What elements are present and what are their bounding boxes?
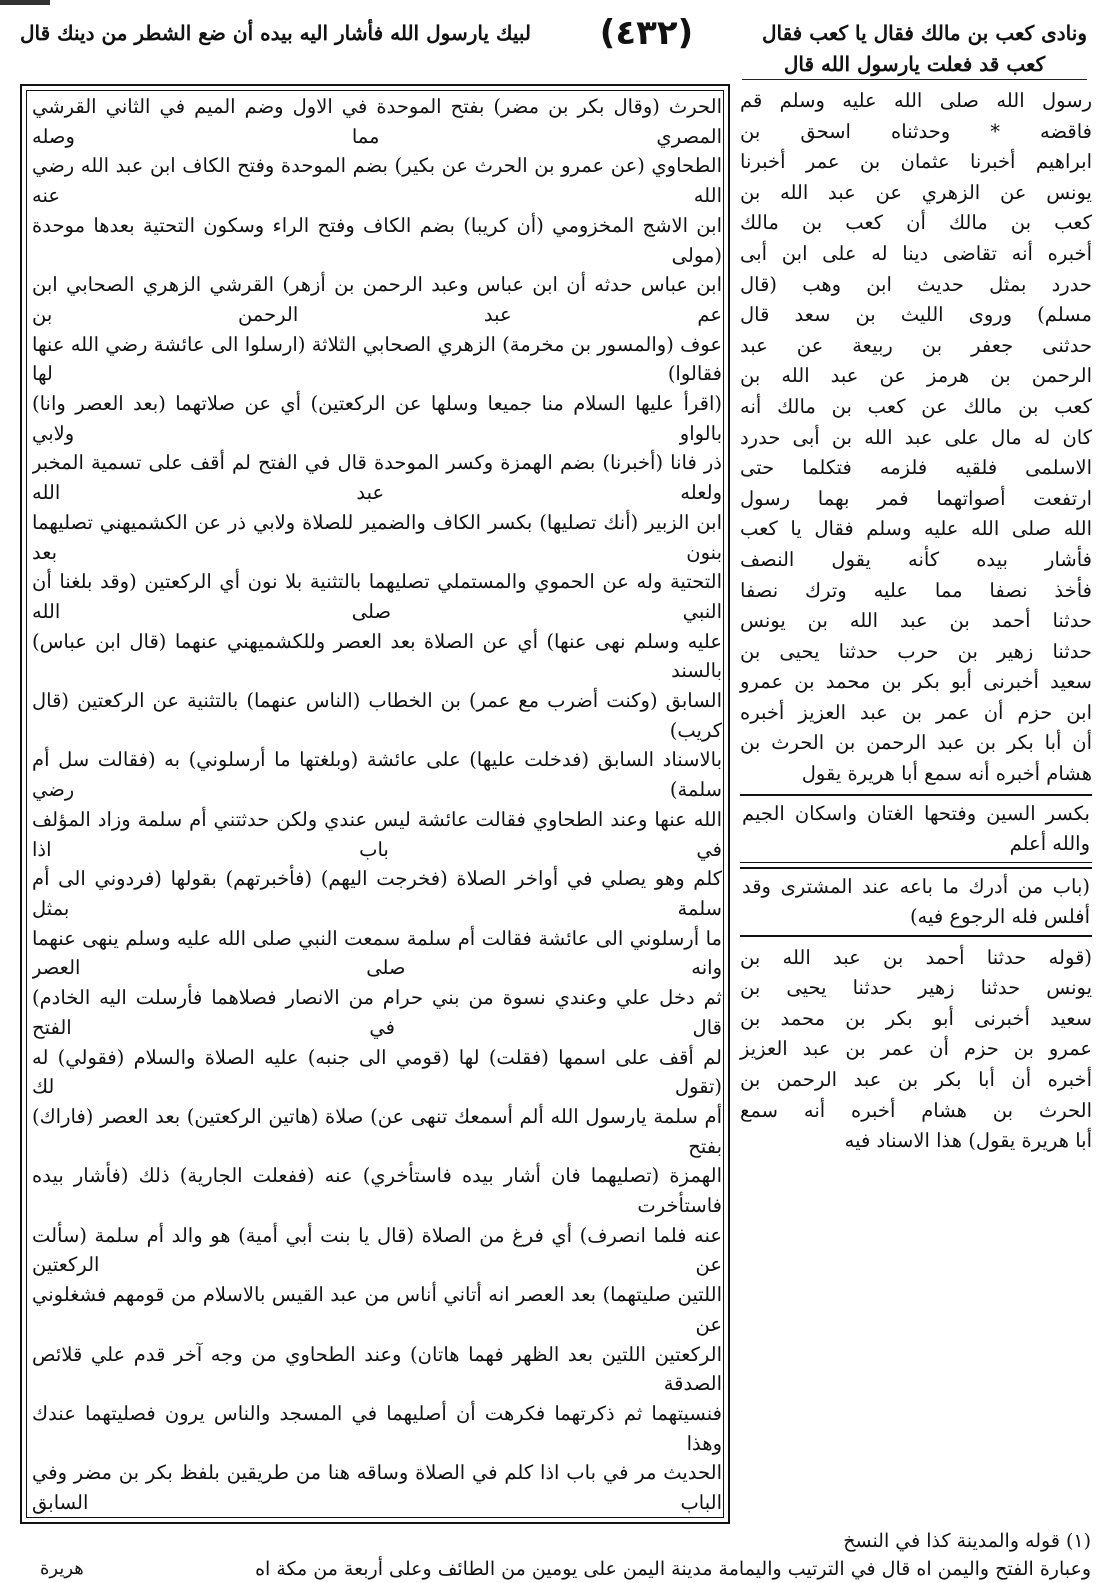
commentary-line: التحتية وله عن الحموي والمستملي تصليهما بالتثنية بلا نون أي الركعتين (وقد بلغنا أن النبي صلى الله xyxy=(32,570,722,623)
hadith-line: حدثنا زهير بن حرب حدثنا يحيى بن xyxy=(740,639,1092,663)
header-right-text: ونادى كعب بن مالك فقال يا كعب فقال xyxy=(761,21,1087,45)
commentary-line: عليه وسلم نهى عنها) أي عن الصلاة بعد العصر وللكشميهني عنهما (قال ابن عباس) بالسند xyxy=(32,629,722,683)
hadith-line: فاقضه * وحدثناه اسحق بن xyxy=(740,119,1092,143)
hadith-commentary-line: (قوله حدثنا أحمد بن عبد الله بن xyxy=(740,945,1092,969)
commentary-line: ابن الزبير (أنك تصليها) بكسر الكاف والضمير للصلاة ولابي ذر عن الكشميهني تصليهما بنون بعد xyxy=(32,510,722,564)
hadith-line: ابراهيم أخبرنا عثمان بن عمر أخبرنا xyxy=(740,150,1092,174)
commentary-line: الله عنها وعند الطحاوي فقالت عائشة ليس عندي ولكن حدثتني أم سلمة وزاد المؤلف في باب اذا xyxy=(32,807,722,861)
page-header xyxy=(20,13,1087,78)
commentary-line: فنسيتهما ثم ذكرتهما فكرهت أن أصليهما في المسجد والناس يرون فصليتهما عندك وهذا xyxy=(32,1401,722,1455)
hadith-line: هشام أخبره أنه سمع أبا هريرة يقول xyxy=(801,762,1092,786)
commentary-line xyxy=(32,1518,722,1522)
hadith-line: يونس عن الزهري عن عبد الله بن xyxy=(740,180,1092,204)
hadith-line: حدثنى جعفر بن ربيعة عن عبد xyxy=(740,333,1092,357)
commentary-line: ابن الاشج المخزومي (أن كريبا) بضم الكاف وفتح الراء وسكون التحتية بعدها موحدة (مولى xyxy=(32,213,722,267)
hadith-commentary xyxy=(740,943,1092,1157)
hadith-line: الرحمن بن هرمز عن عبد الله بن xyxy=(740,364,1092,388)
commentary-line: ما أرسلوني الى عائشة فقالت أم سلمة سمعت النبي صلى الله عليه وسلم ينهى عنهما وانه صلى العصر xyxy=(32,926,722,980)
commentary-line: الحديث مر في باب اذا كلم في الصلاة وساقه هنا من طريقين بلفظ بكر بن مضر وفي الباب السابق xyxy=(32,1461,722,1515)
page-number: (٤٣٢) xyxy=(599,13,694,53)
header-second-line: كعب قد فعلت يارسول الله قال xyxy=(742,49,1087,80)
catchword: هريرة xyxy=(40,1558,84,1579)
commentary-line: الركعتين اللتين بعد الظهر فهما هاتان) وعند الطحاوي من وجه آخر قدم علي قلائص الصدقة xyxy=(32,1342,722,1396)
footnote-line-1: (١) قوله والمدينة كذا في النسخ xyxy=(843,1530,1091,1552)
commentary-line: الحرث (وقال بكر بن مضر) بفتح الموحدة في الاول وضم الميم في الثاني القرشي المصري مما وصله xyxy=(32,95,722,148)
hadith-line: سعيد أخبرنى أبو بكر بن محمد بن عمرو xyxy=(740,670,1092,694)
chapter-title-box xyxy=(740,867,1092,937)
hadith-commentary-line: أخبره أن أبا بكر بن عبد الرحمن بن xyxy=(740,1068,1092,1092)
commentary-column xyxy=(32,92,722,1522)
hadith-line: حدثنا أحمد بن عبد الله بن يونس xyxy=(740,609,1092,633)
commentary-line: ابن عباس حدثه أن ابن عباس وعبد الرحمن بن أزهر) القرشي الزهري الصحابي ابن عم عبد الرحمن بن xyxy=(32,273,722,326)
commentary-line: اللتين صليتهما) بعد العصر انه أتاني أناس من عبد القيس بالاسلام من قومهم فشغلوني عن xyxy=(32,1283,722,1336)
hadith-line: مسلم) وروى الليث بن سعد قال xyxy=(740,303,1092,327)
hadith-line: فأشار بيده كأنه يقول النصف xyxy=(740,547,1092,571)
hadith-line: كعب بن مالك عن كعب بن مالك أنه xyxy=(740,394,1092,418)
commentary-line: لم أقف على اسمها (فقلت) لها (قومي الى جنبه) عليه الصلاة والسلام (فقولي) له (تقول لك xyxy=(32,1045,722,1099)
hadith-line: فأخذ نصفا مما عليه وترك نصفا xyxy=(740,578,1092,602)
commentary-line: أم سلمة يارسول الله ألم أسمعك تنهى عن) صلاة (هاتين الركعتين) بعد العصر (فاراك) بفتح xyxy=(32,1104,722,1158)
commentary-line: (اقرأ عليها السلام منا جميعا وسلها عن الركعتين) أي عن صلاتهما (بعد العصر وانا) بالواو ولابي xyxy=(32,392,722,445)
hadith-line: كان له مال على عبد الله بن أبى حدرد xyxy=(740,425,1092,449)
commentary-line: عوف (والمسور بن مخرمة) الزهري الصحابي الثلاثة (ارسلوا الى عائشة رضي الله عنها فقالوا) لها xyxy=(32,332,722,386)
chapter-title: (باب من أدرك ما باعه عند المشترى وقد أفلس فله الرجوع فيه) xyxy=(742,874,1090,928)
commentary-line: بالاسناد السابق (فدخلت عليها) على عائشة (وبلغتها ما أرسلوني) به (فقالت سل أم سلمة) رضي xyxy=(32,748,722,802)
hadith-line: الاسلمى فلقيه فلزمه فتكلما حتى xyxy=(740,456,1092,480)
hadith-line: حدرد بمثل حديث ابن وهب (قال xyxy=(740,272,1092,296)
hadith-line: الله صلى الله عليه وسلم فقال يا كعب xyxy=(740,517,1092,541)
footnote-line-2: وعبارة الفتح واليمن اه قال في الترتيب واليمامة مدينة اليمن على يومين من الطائف وعلى أربعة من مكة اه xyxy=(255,1558,1091,1580)
hadith-line: ابن حزم أن عمر بن عبد العزيز أخبره xyxy=(740,700,1092,724)
hadith-commentary-line: سعيد أخبرنى أبو بكر بن محمد بن xyxy=(740,1006,1092,1030)
commentary-line: كلم وهو يصلي في أواخر الصلاة (فخرجت اليهم) (فأخبرتهم) بقولها (فردوني الى أم سلمة بمثل xyxy=(32,867,722,920)
gloss-text: بكسر السين وفتحها الغتان واسكان الجيم والله أعلم xyxy=(742,801,1090,855)
top-edge-rule xyxy=(0,0,50,5)
hadith-line: كعب بن مالك أن كعب بن مالك xyxy=(740,211,1092,235)
gloss-box xyxy=(740,794,1092,863)
commentary-line: الهمزة (تصليهما فان أشار بيده فاستأخري) عنه (ففعلت الجارية) ذلك (فأشار بيده فاستأخرت xyxy=(32,1164,722,1218)
hadith-line: أخبره أنه تقاضى دينا له على ابن أبى xyxy=(740,241,1092,265)
hadith-commentary-line: أبا هريرة يقول) هذا الاسناد فيه xyxy=(844,1129,1092,1153)
commentary-line: ذر فانا (أخبرنا) بضم الهمزة وكسر الموحدة قال في الفتح لم أقف على تسمية المخبر ولعله عبد الله xyxy=(32,451,722,505)
header-first-line xyxy=(20,13,1087,53)
hadith-commentary-line: الحرث بن هشام أخبره أنه سمع xyxy=(740,1098,1092,1122)
commentary-line: عنه فلما انصرف) أي فرغ من الصلاة (قال يا بنت أبي أمية) هو والد أم سلمة (سألت عن الركعتين xyxy=(32,1223,722,1277)
hadith-commentary-line: يونس حدثنا زهير حدثنا يحيى بن xyxy=(740,976,1092,1000)
commentary-line: الطحاوي (عن عمرو بن الحرث عن بكير) بضم الموحدة وفتح الكاف ابن عبد الله رضي الله عنه xyxy=(32,154,722,208)
hadith-line: أن أبا بكر بن عبد الرحمن بن الحرث بن xyxy=(740,731,1092,755)
commentary-line: ثم دخل علي وعندي نسوة من بني حرام من الانصار فصلاهما فأرسلت اليه الخادم) قال في الفتح xyxy=(32,986,722,1039)
hadith-column xyxy=(740,86,1092,1526)
hadith-line: رسول الله صلى الله عليه وسلم قم xyxy=(740,89,1092,112)
header-middle-text: لبيك يارسول الله فأشار اليه بيده أن ضع الشطر من دينك قال xyxy=(20,21,532,45)
hadith-commentary-line: عمرو بن حزم أن عمر بن عبد العزيز xyxy=(740,1037,1092,1061)
hadith-line: ارتفعت أصواتهما فمر بهما رسول xyxy=(740,486,1092,510)
hadith-text xyxy=(740,86,1092,790)
commentary-line: السابق (وكنت أضرب مع عمر) بن الخطاب (الناس عنهما) بالتثنية عن الركعتين (قال كريب) xyxy=(32,689,722,742)
